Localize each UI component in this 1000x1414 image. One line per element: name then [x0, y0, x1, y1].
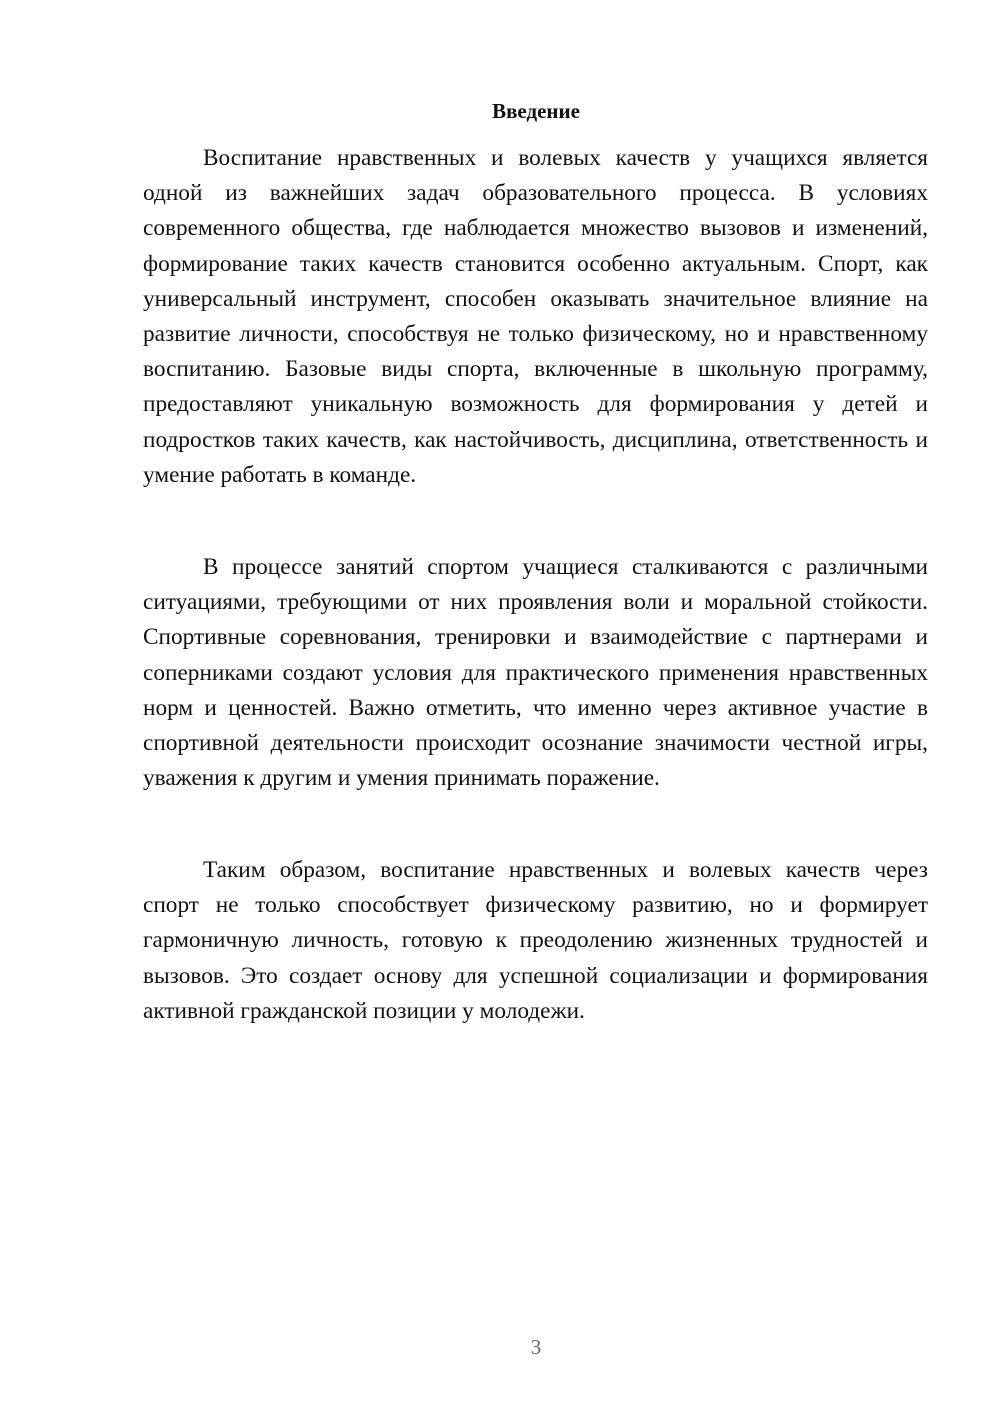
section-title: Введение [492, 99, 580, 123]
paragraph-1: Воспитание нравственных и волевых качеств у учащихся является одной из важнейших задач образовательного процесса. В условиях современного общества, где наблюдается множество вызовов и изменений, формирование таких качеств становится особенно актуальным. Спорт, как универсальный инструмент, способен оказывать значительное влияние на развитие личности, способствуя не только физическому, но и нравственному воспитанию. Базовые виды спорта, включенные в школьную программу, предоставляют уникальную возможность для формирования у детей и подростков таких качеств, как настойчивость, дисциплина, ответственность и умение работать в команде. [143, 145, 928, 488]
paragraph-3: Таким образом, воспитание нравственных и волевых качеств через спорт не только способствует физическому развитию, но и формирует гармоничную личность, готовую к преодолению жизненных трудностей и вызовов. Это создает основу для успешной социализации и формирования активной гражданской позиции у молодежи. [143, 857, 928, 1024]
page-number: 3 [530, 1335, 542, 1359]
paragraph-2: В процессе занятий спортом учащиеся сталкиваются с различными ситуациями, требующими от них проявления воли и моральной стойкости. Спортивные соревнования, тренировки и взаимодействие с партнерами и соперниками создают условия для практического применения нравственных норм и ценностей. Важно отметить, что именно через активное участие в спортивной деятельности происходит осознание значимости честной игры, уважения к другим и умения принимать поражение. [143, 554, 928, 792]
